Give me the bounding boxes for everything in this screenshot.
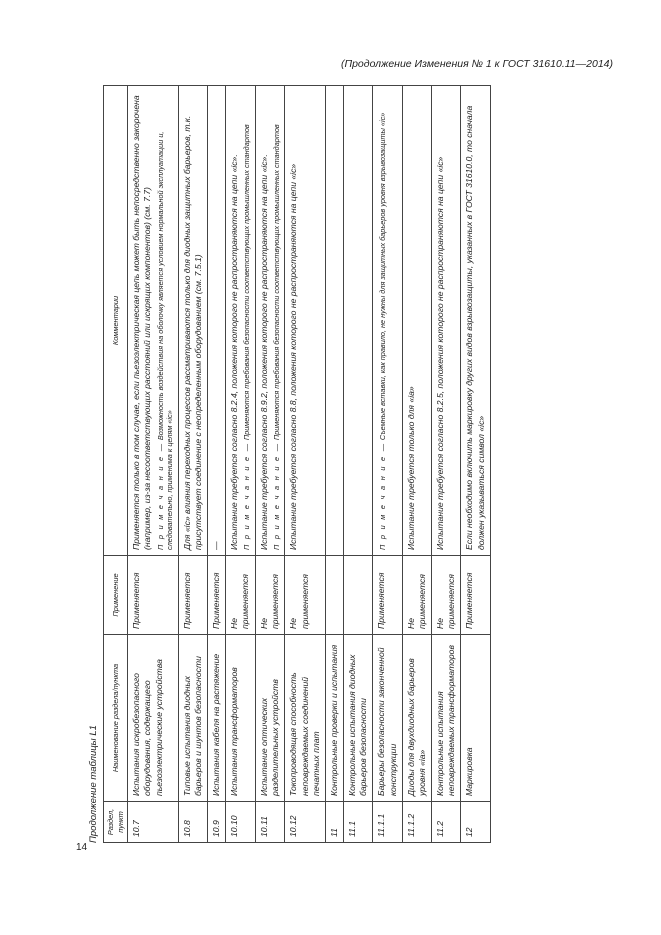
row-section-number-text: 10.12 xyxy=(288,815,299,837)
note-text: Применяются требования безопасности соответствующих промышленных стандартов xyxy=(271,124,281,441)
row-comment xyxy=(255,86,285,556)
row-applicability xyxy=(344,556,373,635)
row-section-number-text: 12 xyxy=(464,827,475,837)
row-comment xyxy=(325,86,343,556)
row-name-text: Испытания искробезопасного оборудования, содержащего пьезоэлектрические устройства xyxy=(131,659,164,796)
row-name-text: Маркировка xyxy=(464,747,475,796)
row-section-number xyxy=(432,802,461,843)
row-applicability-text: Применяется xyxy=(131,572,142,629)
row-section-number-text: 11.2 xyxy=(435,820,446,837)
row-name-text: Барьеры безопасности законченной конструкции xyxy=(376,647,398,796)
row-name-text: Типовые испытания диодных барьеров и шунтов безопасности xyxy=(181,656,203,796)
row-applicability-text: Не применяется xyxy=(435,574,457,629)
table-row xyxy=(373,86,402,843)
row-comment-text: Испытание требуется только для «ia» xyxy=(405,386,416,550)
row-section-number-text: 10.10 xyxy=(229,815,240,837)
row-name xyxy=(373,635,402,802)
row-comment-text: Испытание требуется согласно 8.2.4, положения которого не распространяются на цепи «ic». xyxy=(229,154,240,550)
row-comment xyxy=(285,86,326,556)
table-row xyxy=(128,86,178,843)
row-applicability xyxy=(402,556,431,635)
row-comment-text: Испытание требуется согласно 8.2.5, положения которого не распространяются на цепи «ic» xyxy=(435,156,446,550)
row-comment xyxy=(207,86,225,556)
table-row xyxy=(285,86,326,843)
row-name xyxy=(344,635,373,802)
row-section-number-text: 11.1 xyxy=(347,820,358,837)
row-name xyxy=(128,635,178,802)
row-applicability-text: Не применяется xyxy=(405,574,427,629)
table-header-row xyxy=(104,86,128,843)
row-applicability-text: Применяется xyxy=(376,572,387,629)
table-row xyxy=(402,86,431,843)
row-applicability xyxy=(226,556,256,635)
row-comment xyxy=(373,86,402,556)
row-name-text: Контрольные испытания диодных барьеров безопасности xyxy=(347,654,369,796)
note-prefix: П р и м е ч а н и е — xyxy=(155,442,165,550)
note-text: Применяются требования безопасности соответствующих промышленных стандартов xyxy=(242,124,252,441)
row-section-number-text: 11.1.2 xyxy=(405,813,416,837)
note-prefix: П р и м е ч а н и е — xyxy=(271,442,281,550)
row-section-number-text: 11 xyxy=(328,828,339,837)
row-comment-text: Применяется только в том случае, если пьезоэлектрическая цепь может быть непосредственно закорочена (например, из-за несоответствующих расстояний или искрящих компонентов) (см. 7.7) xyxy=(131,95,153,550)
row-name-text: Контрольные испытания неповреждаемых трансформаторов xyxy=(435,645,457,796)
row-comment xyxy=(226,86,256,556)
table-row xyxy=(461,86,490,843)
document-continuation-header: (Продолжение Изменения № 1 к ГОСТ 31610.11—2014) xyxy=(340,58,613,70)
row-section-number xyxy=(207,802,225,843)
row-comment-text: Испытание требуется согласно 8.9.2, положения которого не распространяются на цепи «ic». xyxy=(258,154,269,550)
row-applicability-text: Не применяется xyxy=(258,574,280,629)
row-section-number-text: 10.7 xyxy=(131,820,142,837)
row-applicability xyxy=(461,556,490,635)
row-note xyxy=(242,91,251,550)
row-note xyxy=(272,91,281,550)
row-applicability xyxy=(207,556,225,635)
row-applicability-text: Применяется xyxy=(181,572,192,629)
row-applicability-text: Не применяется xyxy=(229,574,251,629)
requirements-table xyxy=(103,85,491,843)
row-applicability-text: Применяется xyxy=(464,572,475,629)
row-section-number xyxy=(178,802,207,843)
header-name: Наименование раздела/пункта xyxy=(104,635,128,802)
row-note xyxy=(156,91,175,550)
row-name-text: Испытания кабеля на растяжение xyxy=(210,653,221,796)
row-section-number-text: 10.8 xyxy=(181,820,192,837)
note-prefix: П р и м е ч а н и е — xyxy=(242,442,252,550)
row-name xyxy=(461,635,490,802)
row-section-number xyxy=(344,802,373,843)
row-comment-text: Если необходимо включить маркировку других видов взрывозащиты, указанных в ГОСТ 31610.0, то сначала должен указываться символ «ic» xyxy=(464,105,486,550)
table-row xyxy=(255,86,285,843)
note-text: Съемные вставки, как правило, не нужны для защитных барьеров уровня взрывозащиты «ic» xyxy=(378,112,388,441)
row-section-number-text: 11.1.1 xyxy=(376,813,387,837)
row-applicability-text: Не применяется xyxy=(288,574,310,629)
row-section-number xyxy=(128,802,178,843)
row-section-number xyxy=(285,802,326,843)
note-text: Возможность воздействия на оболочку является условием нормальной эксплуатации и, следовательно, применима к целям «ic» xyxy=(155,131,175,550)
header-applicability: Применение xyxy=(104,556,128,635)
table-row xyxy=(432,86,461,843)
row-name-text: Контрольные проверки и испытания xyxy=(328,644,339,796)
row-section-number-text: 10.11 xyxy=(258,816,269,837)
row-section-number xyxy=(461,802,490,843)
row-comment-text: Для «ic» влияния переходных процессов рассматриваются только для диодных защитных барьеров, т.к. присутствует соединение с неопределенным оборудованием (см. 7.5.1) xyxy=(181,115,203,550)
row-applicability xyxy=(432,556,461,635)
row-name-text: Токопроводящая способность неповреждаемых соединений печатных плат xyxy=(288,672,321,796)
table-row xyxy=(178,86,207,843)
row-applicability xyxy=(325,556,343,635)
row-section-number xyxy=(373,802,402,843)
row-name xyxy=(255,635,285,802)
row-name-text: Испытания трансформаторов xyxy=(229,667,240,796)
row-section-number xyxy=(325,802,343,843)
header-section: Раздел, пункт xyxy=(104,802,128,843)
row-applicability xyxy=(128,556,178,635)
row-comment xyxy=(344,86,373,556)
table-row xyxy=(226,86,256,843)
row-comment xyxy=(432,86,461,556)
row-name xyxy=(226,635,256,802)
row-applicability xyxy=(285,556,326,635)
row-applicability-text: Применяется xyxy=(210,572,221,629)
row-section-number xyxy=(402,802,431,843)
row-name xyxy=(325,635,343,802)
row-applicability xyxy=(373,556,402,635)
row-name xyxy=(207,635,225,802)
row-applicability xyxy=(255,556,285,635)
row-comment-text: — xyxy=(210,541,221,550)
row-comment xyxy=(178,86,207,556)
row-name xyxy=(285,635,326,802)
row-comment xyxy=(128,86,178,556)
row-section-number xyxy=(255,802,285,843)
row-comment-text: Испытание требуется согласно 8.8, положения которого не распространяются на цепи «ic» xyxy=(288,163,299,550)
row-name xyxy=(402,635,431,802)
row-comment xyxy=(402,86,431,556)
row-name xyxy=(432,635,461,802)
table-row xyxy=(325,86,343,843)
row-comment xyxy=(461,86,490,556)
header-comment: Комментарии xyxy=(104,86,128,556)
row-name-text: Испытание оптических разделительных устройств xyxy=(258,679,280,796)
row-section-number-text: 10.9 xyxy=(210,820,221,837)
page-number: 14 xyxy=(76,842,88,853)
table-row xyxy=(207,86,225,843)
row-applicability xyxy=(178,556,207,635)
row-name xyxy=(178,635,207,802)
row-note xyxy=(378,91,387,550)
row-section-number xyxy=(226,802,256,843)
row-name-text: Диоды для двухдиодных барьеров уровня «ia» xyxy=(405,658,427,796)
table-row xyxy=(344,86,373,843)
note-prefix: П р и м е ч а н и е — xyxy=(378,442,388,550)
rotated-table-area xyxy=(88,85,618,843)
table-caption: Продолжение таблицы L1 xyxy=(88,725,99,843)
